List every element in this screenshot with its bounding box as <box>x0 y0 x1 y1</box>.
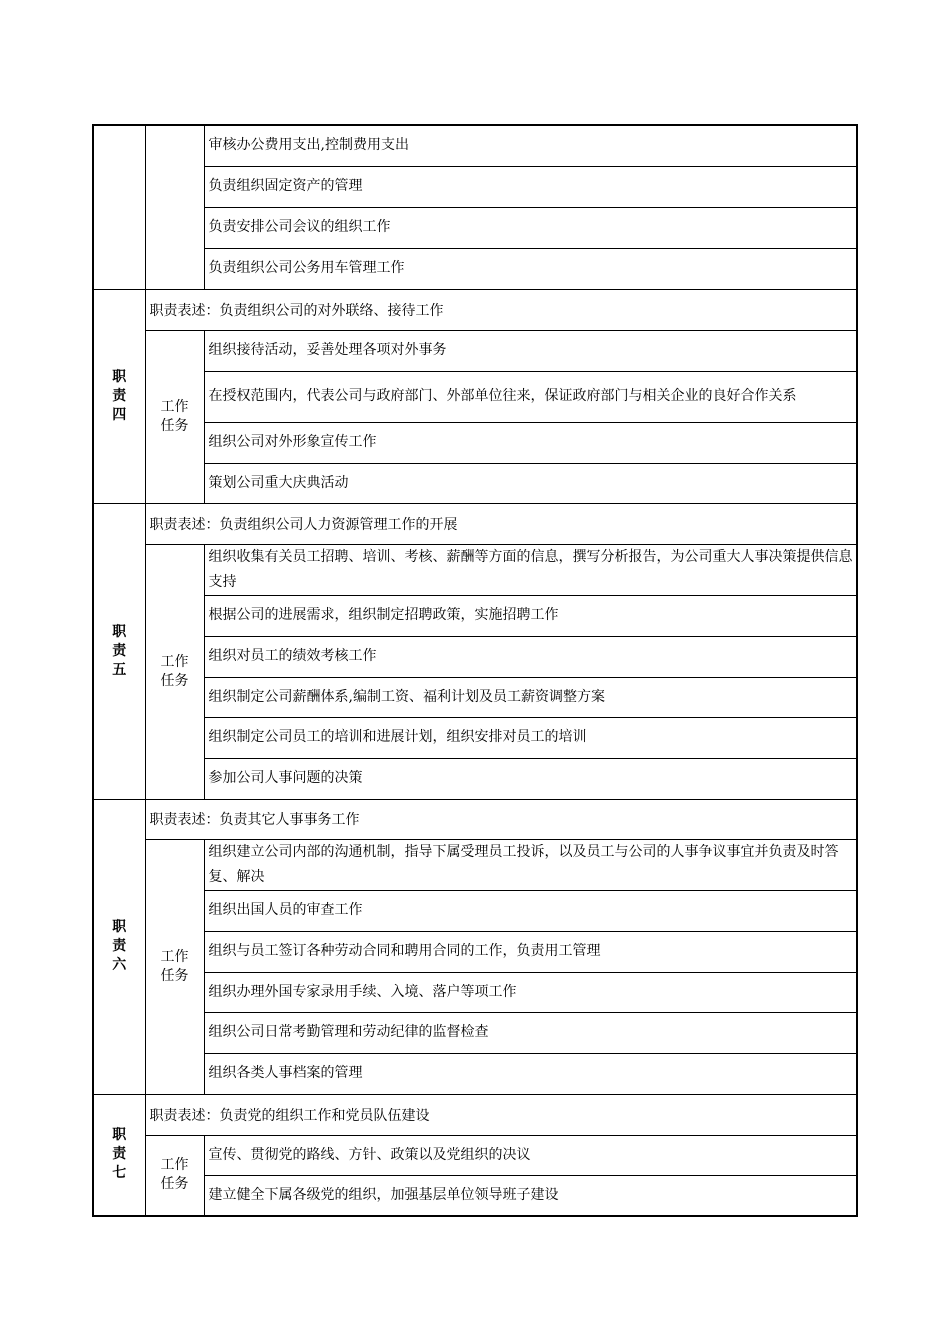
task-row <box>93 931 857 972</box>
task-row <box>93 677 857 717</box>
task-row <box>93 330 857 371</box>
duty-description-row <box>93 799 857 839</box>
task-item: 组织公司对外形象宣传工作 <box>204 422 857 463</box>
task-row <box>93 717 857 758</box>
task-row <box>93 839 857 890</box>
duty-description-row <box>93 1094 857 1135</box>
task-item: 组织办理外国专家录用手续、入境、落户等项工作 <box>204 972 857 1012</box>
task-item: 组织收集有关员工招聘、培训、考核、薪酬等方面的信息，撰写分析报告，为公司重大人事决策提供信息支持 <box>204 544 857 595</box>
task-row <box>93 125 857 166</box>
duty-description: 职责表述：负责组织公司人力资源管理工作的开展 <box>145 503 857 544</box>
task-row <box>93 371 857 422</box>
task-row <box>93 1012 857 1053</box>
task-row <box>93 463 857 503</box>
task-row <box>93 1175 857 1216</box>
duty-number: 职责五 <box>112 623 127 678</box>
task-row <box>93 758 857 799</box>
task-item: 建立健全下属各级党的组织，加强基层单位领导班子建设 <box>204 1175 857 1216</box>
task-label-cell <box>145 1135 204 1216</box>
task-row <box>93 595 857 636</box>
task-item: 宣传、贯彻党的路线、方针、政策以及党组织的决议 <box>204 1135 857 1175</box>
task-item: 负责安排公司会议的组织工作 <box>204 207 857 248</box>
task-row <box>93 544 857 595</box>
duty-number-cell <box>93 289 145 503</box>
task-label-cell <box>145 330 204 503</box>
duty-number: 职责六 <box>112 919 127 973</box>
task-item: 负责组织固定资产的管理 <box>204 166 857 207</box>
task-item: 审核办公费用支出,控制费用支出 <box>204 125 857 166</box>
task-row <box>93 166 857 207</box>
duty-description: 职责表述：负责组织公司的对外联络、接待工作 <box>145 289 857 330</box>
task-item: 组织接待活动，妥善处理各项对外事务 <box>204 330 857 371</box>
task-item: 组织各类人事档案的管理 <box>204 1053 857 1094</box>
task-row <box>93 207 857 248</box>
task-item: 组织建立公司内部的沟通机制，指导下属受理员工投诉，以及员工与公司的人事争议事宜并负责及时答复、解决 <box>204 839 857 890</box>
duty-number: 职责七 <box>112 1127 127 1182</box>
duty-table <box>92 124 858 1217</box>
duty-number-cell <box>93 799 145 1094</box>
task-row <box>93 422 857 463</box>
task-row <box>93 248 857 289</box>
duty-number: 职责四 <box>112 368 127 423</box>
task-item: 组织公司日常考勤管理和劳动纪律的监督检查 <box>204 1012 857 1053</box>
task-item: 负责组织公司公务用车管理工作 <box>204 248 857 289</box>
task-item: 组织制定公司薪酬体系,编制工资、福利计划及员工薪资调整方案 <box>204 677 857 717</box>
task-item: 根据公司的进展需求，组织制定招聘政策，实施招聘工作 <box>204 595 857 636</box>
duty-description: 职责表述：负责党的组织工作和党员队伍建设 <box>145 1094 857 1135</box>
task-item: 组织出国人员的审查工作 <box>204 890 857 931</box>
task-row <box>93 1053 857 1094</box>
task-row <box>93 890 857 931</box>
duty-description-row <box>93 503 857 544</box>
task-label: 工作任务 <box>160 948 189 984</box>
task-row <box>93 636 857 677</box>
duty-number-cell <box>93 503 145 799</box>
task-item: 参加公司人事问题的决策 <box>204 758 857 799</box>
task-item: 组织制定公司员工的培训和进展计划，组织安排对员工的培训 <box>204 717 857 758</box>
task-item: 策划公司重大庆典活动 <box>204 463 857 503</box>
duty-description: 职责表述：负责其它人事事务工作 <box>145 799 857 839</box>
task-item: 在授权范围内，代表公司与政府部门、外部单位往来，保证政府部门与相关企业的良好合作关系 <box>204 371 857 422</box>
task-label: 工作任务 <box>160 398 189 434</box>
task-label: 工作任务 <box>160 653 189 689</box>
task-label-cell <box>145 839 204 1094</box>
task-item: 组织与员工签订各种劳动合同和聘用合同的工作，负责用工管理 <box>204 931 857 972</box>
duty-number-cell <box>93 125 145 289</box>
duty-number-cell <box>93 1094 145 1216</box>
duty-description-row <box>93 289 857 330</box>
task-row <box>93 1135 857 1175</box>
task-item: 组织对员工的绩效考核工作 <box>204 636 857 677</box>
task-label-cell <box>145 125 204 289</box>
task-label-cell <box>145 544 204 799</box>
task-label: 工作任务 <box>160 1157 189 1193</box>
task-row <box>93 972 857 1012</box>
